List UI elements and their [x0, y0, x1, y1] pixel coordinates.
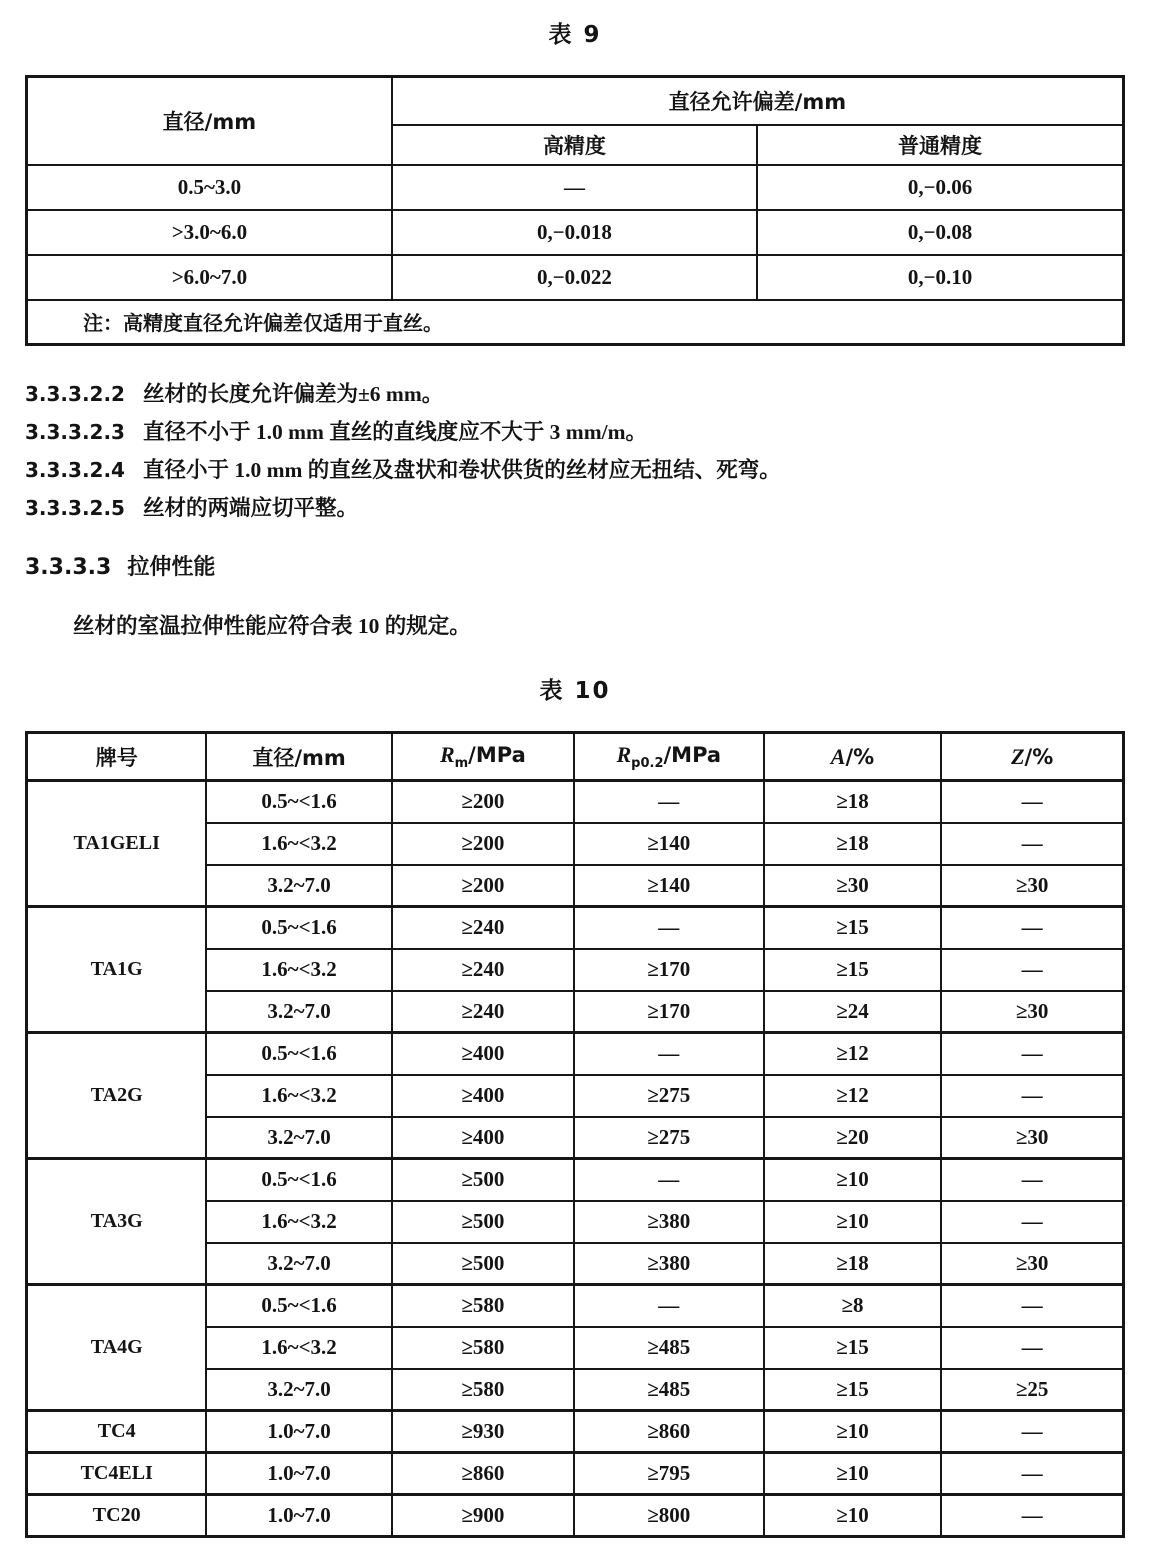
- table-cell: ≥200: [392, 865, 574, 907]
- table-cell: 1.6~<3.2: [206, 1327, 391, 1369]
- section-number: 3.3.3.3: [25, 555, 112, 580]
- table-cell: 0,−0.022: [392, 255, 757, 300]
- table-cell: —: [574, 1159, 764, 1201]
- table-cell: ≥18: [764, 781, 942, 823]
- table-cell: —: [941, 949, 1123, 991]
- table-cell: ≥200: [392, 781, 574, 823]
- table-cell: —: [941, 1285, 1123, 1327]
- table-cell: —: [941, 781, 1123, 823]
- table-cell: —: [941, 1075, 1123, 1117]
- table-cell: 1.6~<3.2: [206, 823, 391, 865]
- table10-header-a: A/%: [764, 733, 942, 781]
- table-cell: ≥400: [392, 1033, 574, 1075]
- section-title: 拉伸性能: [127, 555, 216, 580]
- table-cell: —: [574, 1285, 764, 1327]
- table-cell: ≥15: [764, 1327, 942, 1369]
- grade-cell: TA1GELI: [27, 781, 207, 907]
- table-cell: ≥860: [574, 1411, 764, 1453]
- table-cell: 1.0~7.0: [206, 1453, 391, 1495]
- table-cell: ≥580: [392, 1327, 574, 1369]
- table-cell: 3.2~7.0: [206, 1117, 391, 1159]
- table-cell: ≥380: [574, 1201, 764, 1243]
- table10-header-rp02: $R_{p0.2}$/MPa: [574, 733, 764, 781]
- table9-title: 表 9: [548, 22, 602, 48]
- table-cell: ≥10: [764, 1495, 942, 1537]
- table-cell: —: [941, 1159, 1123, 1201]
- table-cell: ≥20: [764, 1117, 942, 1159]
- table-cell: —: [574, 907, 764, 949]
- table-cell: ≥10: [764, 1159, 942, 1201]
- table-cell: ≥240: [392, 991, 574, 1033]
- table-cell: ≥10: [764, 1453, 942, 1495]
- grade-cell: TA2G: [27, 1033, 207, 1159]
- table-row: [27, 1453, 1124, 1495]
- table9-header-diameter: 直径/mm: [27, 77, 392, 165]
- clause-text: 丝材的两端应切平整。: [142, 496, 358, 520]
- table-row: [27, 255, 1124, 300]
- clause-number: 3.3.3.2.3: [25, 420, 125, 444]
- table-cell: 0,−0.08: [757, 210, 1123, 255]
- clause-text: 直径小于 1.0 mm 的直丝及盘状和卷状供货的丝材应无扭结、死弯。: [142, 458, 781, 482]
- table-cell: ≥900: [392, 1495, 574, 1537]
- table-cell: ≥380: [574, 1243, 764, 1285]
- table-cell: >6.0~7.0: [27, 255, 392, 300]
- table-cell: ≥485: [574, 1327, 764, 1369]
- table9-subheader-high-precision: 高精度: [392, 125, 757, 165]
- table-cell: 1.6~<3.2: [206, 1075, 391, 1117]
- table-cell: 1.0~7.0: [206, 1495, 391, 1537]
- table-cell: ≥10: [764, 1201, 942, 1243]
- table-cell: 0,−0.10: [757, 255, 1123, 300]
- intro-paragraph: 丝材的室温拉伸性能应符合表 10 的规定。: [73, 614, 471, 638]
- table-cell: —: [574, 781, 764, 823]
- table9-header-tolerance: 直径允许偏差/mm: [392, 77, 1124, 125]
- table-row: [27, 1495, 1124, 1537]
- clause-text: 直径不小于 1.0 mm 直丝的直线度应不大于 3 mm/m。: [142, 420, 648, 444]
- table-cell: ≥15: [764, 949, 942, 991]
- table-cell: ≥500: [392, 1201, 574, 1243]
- table-cell: 0.5~<1.6: [206, 781, 391, 823]
- table-cell: —: [941, 1327, 1123, 1369]
- table-row: [27, 210, 1124, 255]
- table-cell: 0.5~<1.6: [206, 1285, 391, 1327]
- table-row: [27, 907, 1124, 949]
- table-cell: ≥795: [574, 1453, 764, 1495]
- grade-cell: TA3G: [27, 1159, 207, 1285]
- table-cell: ≥580: [392, 1369, 574, 1411]
- clause: [25, 456, 1125, 484]
- table-cell: ≥15: [764, 907, 942, 949]
- table-cell: >3.0~6.0: [27, 210, 392, 255]
- table-cell: ≥170: [574, 991, 764, 1033]
- table-cell: ≥930: [392, 1411, 574, 1453]
- clause: [25, 418, 1125, 446]
- table-cell: 0.5~3.0: [27, 165, 392, 210]
- table-row: [27, 781, 1124, 823]
- table-cell: —: [392, 165, 757, 210]
- table-cell: ≥500: [392, 1243, 574, 1285]
- table-cell: 3.2~7.0: [206, 1243, 391, 1285]
- table-row: [27, 165, 1124, 210]
- table-row: [27, 1411, 1124, 1453]
- clause-list: [25, 380, 1125, 522]
- table-cell: 3.2~7.0: [206, 865, 391, 907]
- table-cell: ≥240: [392, 949, 574, 991]
- table-cell: 1.6~<3.2: [206, 1201, 391, 1243]
- table-cell: ≥240: [392, 907, 574, 949]
- table-row: [27, 1033, 1124, 1075]
- table-cell: ≥400: [392, 1075, 574, 1117]
- table10-header-row: [27, 733, 1124, 781]
- table-cell: ≥140: [574, 865, 764, 907]
- table-cell: 3.2~7.0: [206, 991, 391, 1033]
- grade-cell: TC20: [27, 1495, 207, 1537]
- table-cell: ≥30: [941, 865, 1123, 907]
- table-cell: ≥12: [764, 1033, 942, 1075]
- table-cell: ≥30: [941, 1243, 1123, 1285]
- table-row: [27, 1159, 1124, 1201]
- table-cell: 0,−0.06: [757, 165, 1123, 210]
- table10-header-grade: 牌号: [27, 733, 207, 781]
- table-cell: ≥170: [574, 949, 764, 991]
- table-cell: —: [941, 1201, 1123, 1243]
- table-cell: 1.0~7.0: [206, 1411, 391, 1453]
- table-cell: —: [941, 823, 1123, 865]
- table-cell: ≥25: [941, 1369, 1123, 1411]
- table-cell: ≥580: [392, 1285, 574, 1327]
- table-cell: ≥10: [764, 1411, 942, 1453]
- table-cell: ≥485: [574, 1369, 764, 1411]
- table-cell: ≥8: [764, 1285, 942, 1327]
- table-cell: —: [941, 1411, 1123, 1453]
- table10-header-diameter: 直径/mm: [206, 733, 391, 781]
- table9-header-row-1: [27, 77, 1124, 125]
- grade-cell: TC4ELI: [27, 1453, 207, 1495]
- table9-subheader-normal-precision: 普通精度: [757, 125, 1123, 165]
- table-cell: —: [941, 1033, 1123, 1075]
- table-cell: ≥18: [764, 1243, 942, 1285]
- table-cell: ≥24: [764, 991, 942, 1033]
- table-cell: 0,−0.018: [392, 210, 757, 255]
- table-cell: ≥140: [574, 823, 764, 865]
- table9-note: 注：高精度直径允许偏差仅适用于直丝。: [27, 300, 1124, 345]
- table-row: [27, 1285, 1124, 1327]
- table-cell: 1.6~<3.2: [206, 949, 391, 991]
- table-cell: ≥30: [941, 991, 1123, 1033]
- grade-cell: TA1G: [27, 907, 207, 1033]
- table9-note-row: [27, 300, 1124, 345]
- table-cell: ≥275: [574, 1117, 764, 1159]
- table-cell: ≥800: [574, 1495, 764, 1537]
- table-cell: ≥30: [764, 865, 942, 907]
- table-cell: ≥15: [764, 1369, 942, 1411]
- grade-cell: TC4: [27, 1411, 207, 1453]
- table-10: [25, 731, 1125, 1538]
- table-cell: —: [574, 1033, 764, 1075]
- table-cell: —: [941, 1495, 1123, 1537]
- table-cell: 0.5~<1.6: [206, 1033, 391, 1075]
- table-cell: —: [941, 1453, 1123, 1495]
- table-cell: 3.2~7.0: [206, 1369, 391, 1411]
- table-cell: ≥860: [392, 1453, 574, 1495]
- grade-cell: TA4G: [27, 1285, 207, 1411]
- table-cell: ≥500: [392, 1159, 574, 1201]
- clause: [25, 494, 1125, 522]
- table-cell: ≥200: [392, 823, 574, 865]
- clause-text: 丝材的长度允许偏差为±6 mm。: [142, 382, 444, 406]
- clause: [25, 380, 1125, 408]
- table-cell: ≥275: [574, 1075, 764, 1117]
- table-cell: —: [941, 907, 1123, 949]
- table-cell: ≥30: [941, 1117, 1123, 1159]
- table-9: [25, 75, 1125, 346]
- table10-header-rm: $R_m$/MPa: [392, 733, 574, 781]
- table10-title: 表 10: [539, 678, 611, 704]
- section-heading: [25, 550, 1125, 581]
- table-cell: ≥12: [764, 1075, 942, 1117]
- table-cell: 0.5~<1.6: [206, 907, 391, 949]
- table-cell: 0.5~<1.6: [206, 1159, 391, 1201]
- table-cell: ≥18: [764, 823, 942, 865]
- clause-number: 3.3.3.2.5: [25, 496, 125, 520]
- table-cell: ≥400: [392, 1117, 574, 1159]
- table10-header-z: Z/%: [941, 733, 1123, 781]
- clause-number: 3.3.3.2.2: [25, 382, 125, 406]
- clause-number: 3.3.3.2.4: [25, 458, 125, 482]
